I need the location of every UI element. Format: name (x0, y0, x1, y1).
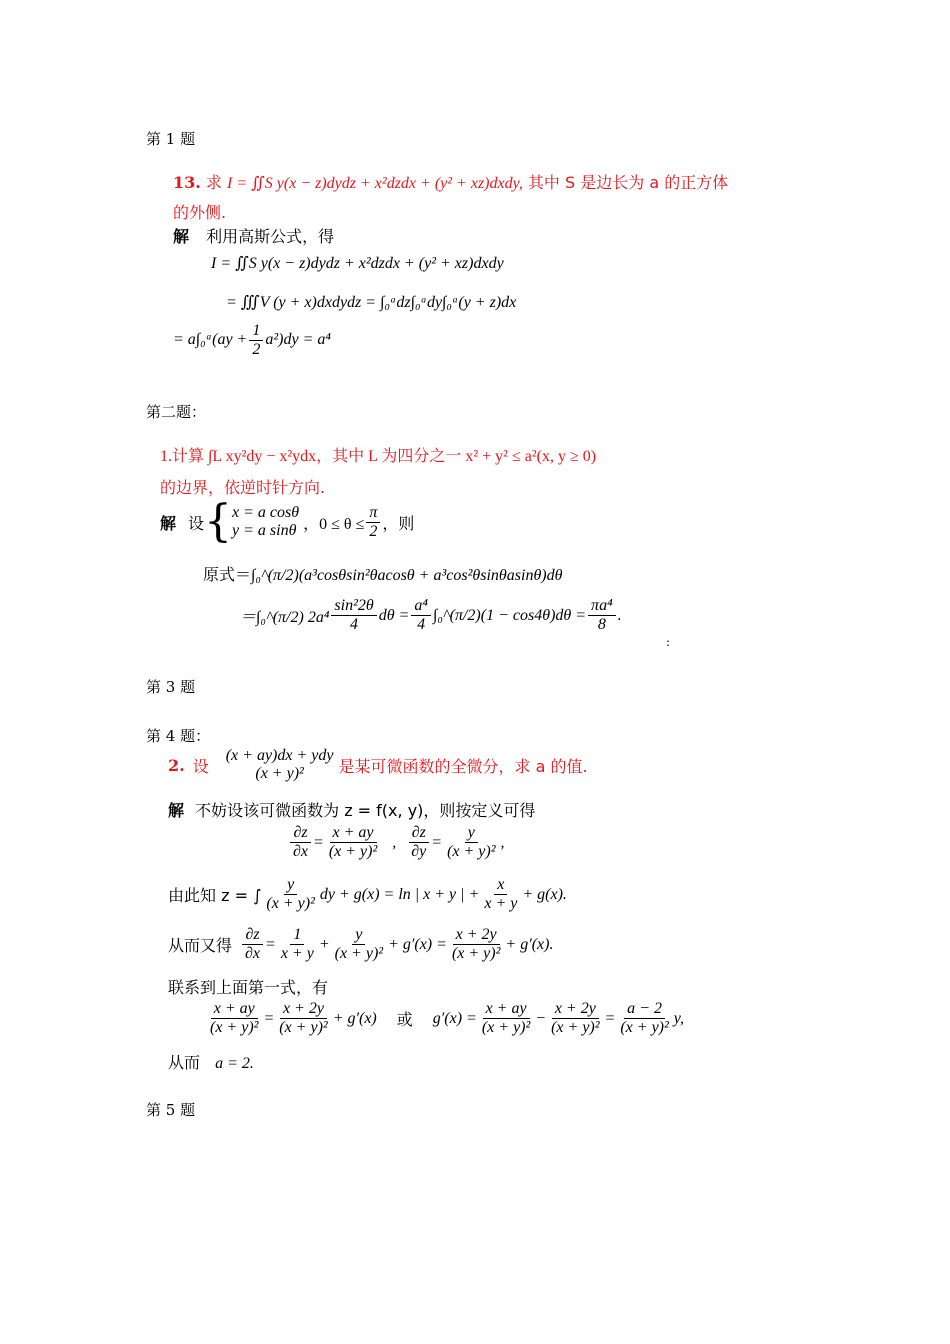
frac-den: 4 (350, 616, 359, 633)
frac-den: (x + y)² (447, 843, 496, 860)
line6-eq2: = (604, 1009, 616, 1027)
frac-num: x + ay (211, 1000, 258, 1019)
frac-num: y (352, 926, 365, 945)
problem-2-substitution (160, 496, 415, 547)
frac-den: x + y (484, 895, 518, 912)
frac-num: ∂z (409, 824, 429, 843)
line6-mid: + g′(x) (332, 1009, 377, 1027)
problem-4-line6 (205, 1000, 684, 1037)
problem-2-statement-line1 (160, 443, 596, 466)
problem-1-statement-line1 (173, 170, 728, 193)
problem-2-eq1 (203, 562, 562, 585)
heading-problem-2: 第二题： (146, 403, 207, 421)
eq2-mid2: ∫₀^(π/2)(1 − cos4θ)dθ = (432, 606, 587, 624)
eq1-body: ∫₀^(π/2)(a³cosθsin²θacosθ + a³cos²θsinθasinθ)dθ (251, 567, 563, 584)
frac-den: ∂x (293, 843, 309, 860)
frac-den: (x + y)² (210, 1019, 259, 1036)
problem-4-set: 设 (192, 756, 209, 776)
frac-num: π (366, 504, 380, 523)
problem-4-fraction (223, 747, 337, 783)
frac-den: (x + y)² (279, 1019, 328, 1036)
param-system (232, 504, 299, 540)
frac-den: 2 (369, 522, 378, 540)
frac-num: y (465, 824, 478, 843)
fraction-y (444, 824, 498, 861)
fraction-a4-over-4 (411, 597, 431, 634)
line3-mid: dy + g(x) = ln | x + y | + (319, 885, 480, 903)
frac-den: (x + y)² (255, 765, 304, 782)
problem-4-statement (168, 747, 588, 783)
frac-num: y (284, 876, 297, 895)
fraction-line6-3 (479, 1000, 533, 1037)
line3-suffix: + g(x). (522, 885, 567, 903)
eq2-mid: dθ = (378, 606, 410, 624)
problem-2-eq2 (240, 597, 622, 634)
problem-4-partials: $\frac{\partial z}{\partial x}$ = $\frac{x + ay}{\text{(x + y)²}}$ , $\frac{\partial z}{\partial y}$ = $\frac{y}{\text{(x + y)²}}$ , (288, 824, 505, 861)
problem-1-eq2: = ∭V (y + x)dxdydz = ∫₀ᵃdz∫₀ᵃdy∫₀ᵃ(y + z)dx (226, 294, 517, 311)
fraction-line3b (481, 876, 520, 913)
range-prefix: ，0 ≤ θ ≤ (303, 515, 365, 533)
frac-num: ∂z (290, 824, 310, 843)
solution-intro-text: 利用高斯公式，得 (206, 227, 335, 246)
frac-num: (x + ay)dx + ydy (225, 747, 334, 764)
left-brace-icon: { (204, 496, 233, 547)
line6-end: y, (673, 1009, 685, 1027)
line4-prefix: 从而又得 (168, 936, 233, 955)
fraction-dz-dy (408, 824, 429, 861)
heading-problem-5: 第 5 题 (146, 1101, 196, 1119)
fraction-line4-1 (278, 926, 317, 963)
problem-1-eq3 (173, 322, 331, 359)
fraction-x-ay (326, 824, 380, 861)
frac-num: πa⁴ (588, 597, 616, 616)
param-y: y = a sinθ (232, 522, 297, 539)
eq3-suffix: a²)dy = a⁴ (265, 331, 331, 349)
frac-num: sin²2θ (331, 597, 376, 616)
frac-num: ∂z (242, 926, 262, 945)
frac-num: x + 2y (552, 1000, 599, 1019)
frac-num: x + 2y (453, 926, 500, 945)
fraction-line6-2 (276, 1000, 330, 1037)
frac-den: ∂y (411, 843, 427, 860)
eq2-prefix: ＝∫₀^(π/2) 2a⁴ (240, 609, 330, 626)
heading-problem-4: 第 4 题： (146, 727, 211, 745)
fraction-line3 (263, 876, 317, 913)
eq2-end: . (617, 606, 622, 624)
fraction-one-half (249, 322, 263, 359)
frac-den: x + y (280, 945, 314, 962)
problem-1-suffix: 其中 S 是边长为 a 的正方体 (527, 173, 729, 192)
fraction-pi-over-2 (366, 504, 380, 541)
frac-num: x + 2y (280, 1000, 327, 1019)
conclusion-value: a = 2. (215, 1055, 254, 1072)
solution-intro-text: 不妨设该可微函数为 z = f(x, y)，则按定义可得 (195, 801, 536, 820)
heading-problem-3: 第 3 题 (146, 678, 196, 696)
problem-1-eq1: I = ∬S y(x − z)dydz + x²dzdx + (y² + xz)dxdy (211, 255, 504, 272)
problem-4-conclusion (168, 1050, 254, 1073)
problem-4-line5: 联系到上面第一式，有 (168, 978, 329, 997)
frac-num: a − 2 (624, 1000, 665, 1019)
line6-eq: = (263, 1009, 275, 1027)
problem-2-statement-line2: 的边界，依逆时针方向. (160, 478, 326, 497)
frac-den: ∂x (245, 945, 261, 962)
range-suffix: ，则 (382, 513, 415, 533)
frac-den: (x + y)² (328, 843, 378, 860)
frac-den: (x + y)² (451, 945, 501, 962)
solution-label: 解 (160, 513, 177, 533)
line3-prefix: 由此知 z = ∫ (168, 886, 262, 905)
problem-1-solution-intro (173, 224, 334, 247)
frac-den: (x + y)² (481, 1019, 531, 1036)
problem-4-line4 (168, 926, 553, 963)
problem-4-line3 (168, 876, 567, 913)
line4-mid: + g′(x) = (388, 935, 447, 953)
problem-1-prefix: 求 (205, 173, 222, 192)
param-x: x = a cosθ (232, 504, 300, 521)
frac-num: x + ay (483, 1000, 530, 1019)
fraction-line4-2 (332, 926, 386, 963)
line6-g: g′(x) = (432, 1009, 477, 1027)
eq3-prefix: = a∫₀ᵃ(ay + (173, 331, 248, 349)
fraction-line6-5 (617, 1000, 671, 1037)
frac-den: 8 (597, 616, 606, 633)
frac-den: (x + y)² (266, 895, 315, 912)
frac-den: (x + y)² (620, 1019, 669, 1036)
fraction-line6-1 (207, 1000, 261, 1037)
fraction-dz-dx (290, 824, 311, 861)
frac-num: x + ay (330, 824, 377, 843)
fraction-result (588, 597, 616, 634)
problem-2-text: 1.计算 ∫L xy²dy − x²ydx，其中 L 为四分之一 x² + y² ≤ a²(x, y ≥ 0) (160, 448, 597, 465)
frac-num: 1 (290, 926, 304, 945)
solution-label: 解 (173, 227, 190, 246)
fraction-sin (331, 597, 376, 634)
frac-num: x (494, 876, 507, 895)
frac-num: a⁴ (411, 597, 431, 616)
conclusion-prefix: 从而 (168, 1053, 201, 1072)
line6-minus: − (535, 1009, 547, 1027)
frac-den: 2 (252, 341, 261, 358)
line4-suffix: + g′(x). (505, 935, 554, 953)
problem-1-integral: I = ∬S y(x − z)dydz + x²dzdx + (y² + xz)dxdy, (227, 175, 523, 192)
frac-den: (x + y)² (334, 945, 384, 962)
line6-or: 或 (396, 1010, 413, 1029)
line4-plus: + (318, 935, 330, 953)
stray-mark: : (666, 635, 671, 649)
fraction-line4-dz (242, 926, 263, 963)
frac-den: (x + y)² (551, 1019, 600, 1036)
problem-4-suffix: 是某可微函数的全微分，求 a 的值. (338, 756, 588, 776)
fraction-line6-4 (548, 1000, 602, 1037)
problem-1-number: 13. (173, 173, 201, 192)
line4-eq: = (265, 935, 276, 953)
solution-label: 解 (168, 801, 185, 820)
heading-problem-1: 第 1 题 (146, 130, 196, 148)
frac-num: 1 (249, 322, 263, 341)
problem-4-solution-intro (168, 798, 535, 821)
set-word: 设 (188, 513, 205, 533)
problem-1-statement-line2: 的外侧. (173, 203, 227, 222)
problem-4-number: 2. (168, 755, 185, 775)
frac-den: 4 (417, 616, 426, 633)
fraction-line4-3 (449, 926, 503, 963)
eq1-prefix: 原式＝ (203, 565, 252, 584)
